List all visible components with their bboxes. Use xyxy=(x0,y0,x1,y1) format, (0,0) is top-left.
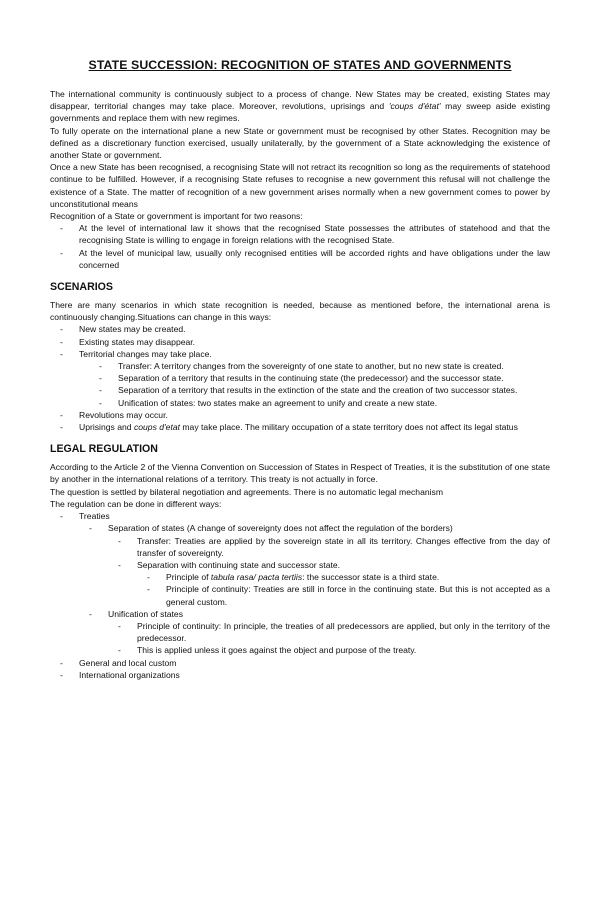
list-item: - Transfer: Treaties are applied by the sovereign state in all its territory. Changes effective from the day of transfer of sovereignty. xyxy=(118,535,550,558)
list-item: - This is applied unless it goes against the object and purpose of the treaty. xyxy=(118,645,417,656)
list-item: - Separation of states (A change of sovereignty does not affect the regulation of the borders) - Transfer: Treaties are applied by the sovereign state in all its territory. Changes effective from the day of transfer of sovereignty. - Separation with continuing state and successor state. - Principle of tabula rasa/ pacta tertiis: the successor state is a third state. - Principle of continuity: Treaties are still in force in the continuing state. But this is not accepted as a general custom. xyxy=(89,523,550,607)
intro-paragraph-3: Once a new State has been recognised, a recognising State will not retract its recognition so long as the requirements of statehood continue to be fulfilled. However, if a recognising State refuses to recognise a new government this refusal will not challenge the existence of a State. The matter of recognition of a new government arises normally when a new government comes to power by unconstitutional means xyxy=(50,162,550,209)
legal-paragraph-2: The question is settled by bilateral negotiation and agreements. There is no automatic legal mechanism xyxy=(50,486,443,497)
list-item: - Uprisings and coups d'etat may take place. The military occupation of a state territory does not affect its legal status xyxy=(60,422,518,433)
intro-paragraph-1: The international community is continuously subject to a process of change. New States may be created, existing States may disappear, territorial changes may take place. Moreover, revolutions, uprisings and 'coups d'état' may sweep aside existing governments and replace them with new regimes. xyxy=(50,89,551,124)
list-item: - Revolutions may occur. xyxy=(60,409,168,420)
scenarios-heading: SCENARIOS xyxy=(50,281,113,294)
list-item: - General and local custom xyxy=(60,657,177,668)
scenarios-list xyxy=(60,323,550,433)
list-item: - Principle of continuity: Treaties are still in force in the continuing state. But this is not accepted as a general custom. xyxy=(147,584,550,607)
list-item: - Separation of a territory that results in the continuing state (the predecessor) and the successor state. xyxy=(99,373,504,384)
separation-continuing-list xyxy=(147,571,550,608)
treaties-list xyxy=(89,522,550,656)
list-item: - New states may be created. xyxy=(60,324,186,335)
territorial-changes-list xyxy=(99,360,550,409)
separation-list xyxy=(118,535,550,608)
list-item: - Unification of states: two states make an agreement to unify and create a new state. xyxy=(99,397,438,408)
list-item: - Unification of states - Principle of continuity: In principle, the treaties of all predecessors are applied, but only in the territory of the predecessor. - This is applied unless it goes against the object and purpose of the treaty. xyxy=(89,608,550,656)
document-page xyxy=(0,58,600,906)
list-item: - Transfer: A territory changes from the sovereignty of one state to another, but no new state is created. xyxy=(99,361,504,372)
reasons-list xyxy=(60,222,550,271)
list-item: - At the level of international law it shows that the recognised State possesses the attributes of statehood and that the recognising State is willing to engage in foreign relations with the recognised State. xyxy=(60,223,550,246)
list-item: - Treaties - Separation of states (A change of sovereignty does not affect the regulation of the borders) - Transfer: Treaties are applied by the sovereign state in all its territory. Changes effective from the day of transfer of sovereignty. - Separation with continuing state and successor state. - Principle of tabula rasa/ pacta tertiis: the successor state is a third state. - Principle of continuity: Treaties are still in force in the continuing state. But this is not accepted as a general custom. - Unification of states - Principle of continuity: In principle, the treaties of all predecessors are applied, but only in the territory of the predecessor. - This is applied unless it goes against the object and purpose of the treaty. xyxy=(60,511,550,656)
legal-paragraph-3: The regulation can be done in different ways: xyxy=(50,498,222,509)
legal-paragraph-1: According to the Article 2 of the Vienna Convention on Succession of States in Respect of Treaties, it is the substitution of one state by another in the international relations of a territory. This treaty is not actually in force. xyxy=(50,462,550,485)
scenarios-paragraph: There are many scenarios in which state recognition is needed, because as mentioned before, the international arena is continuously changing.Situations can change in this ways: xyxy=(50,300,550,323)
list-item: - Separation of a territory that results in the extinction of the state and the creation of two successor states. xyxy=(99,385,518,396)
list-item: - Separation with continuing state and successor state. - Principle of tabula rasa/ pacta tertiis: the successor state is a third state. - Principle of continuity: Treaties are still in force in the continuing state. But this is not accepted as a general custom. xyxy=(118,559,550,607)
intro-paragraph-2: To fully operate on the international plane a new State or government must be recognised by other States. Recognition may be defined as a discretionary function exercised, usually unilaterally, by the government of a State acknowledging the existence of another State or government. xyxy=(50,125,550,161)
list-item: - At the level of municipal law, usually only recognised entities will be accorded rights and have obligations under the law concerned xyxy=(60,247,550,270)
list-item: - Existing states may disappear. xyxy=(60,336,196,347)
list-item: - Principle of tabula rasa/ pacta tertiis: the successor state is a third state. xyxy=(147,572,440,583)
intro-paragraph-4: Recognition of a State or government is important for two reasons: xyxy=(50,211,303,222)
page-title: STATE SUCCESSION: RECOGNITION OF STATES AND GOVERNMENTS xyxy=(88,58,512,72)
list-item: - International organizations xyxy=(60,669,180,680)
unification-list xyxy=(118,620,550,657)
regulation-list xyxy=(60,510,550,681)
list-item: - Principle of continuity: In principle, the treaties of all predecessors are applied, but only in the territory of the predecessor. xyxy=(118,620,550,644)
legal-regulation-heading: LEGAL REGULATION xyxy=(50,443,158,456)
list-item: - Territorial changes may take place. - Transfer: A territory changes from the sovereignty of one state to another, but no new state is created. - Separation of a territory that results in the continuing state (the predecessor) and the successor state. - Separation of a territory that results in the extinction of the state and the creation of two successor states. - Unification of states: two states make an agreement to unify and create a new state. xyxy=(79,348,550,409)
